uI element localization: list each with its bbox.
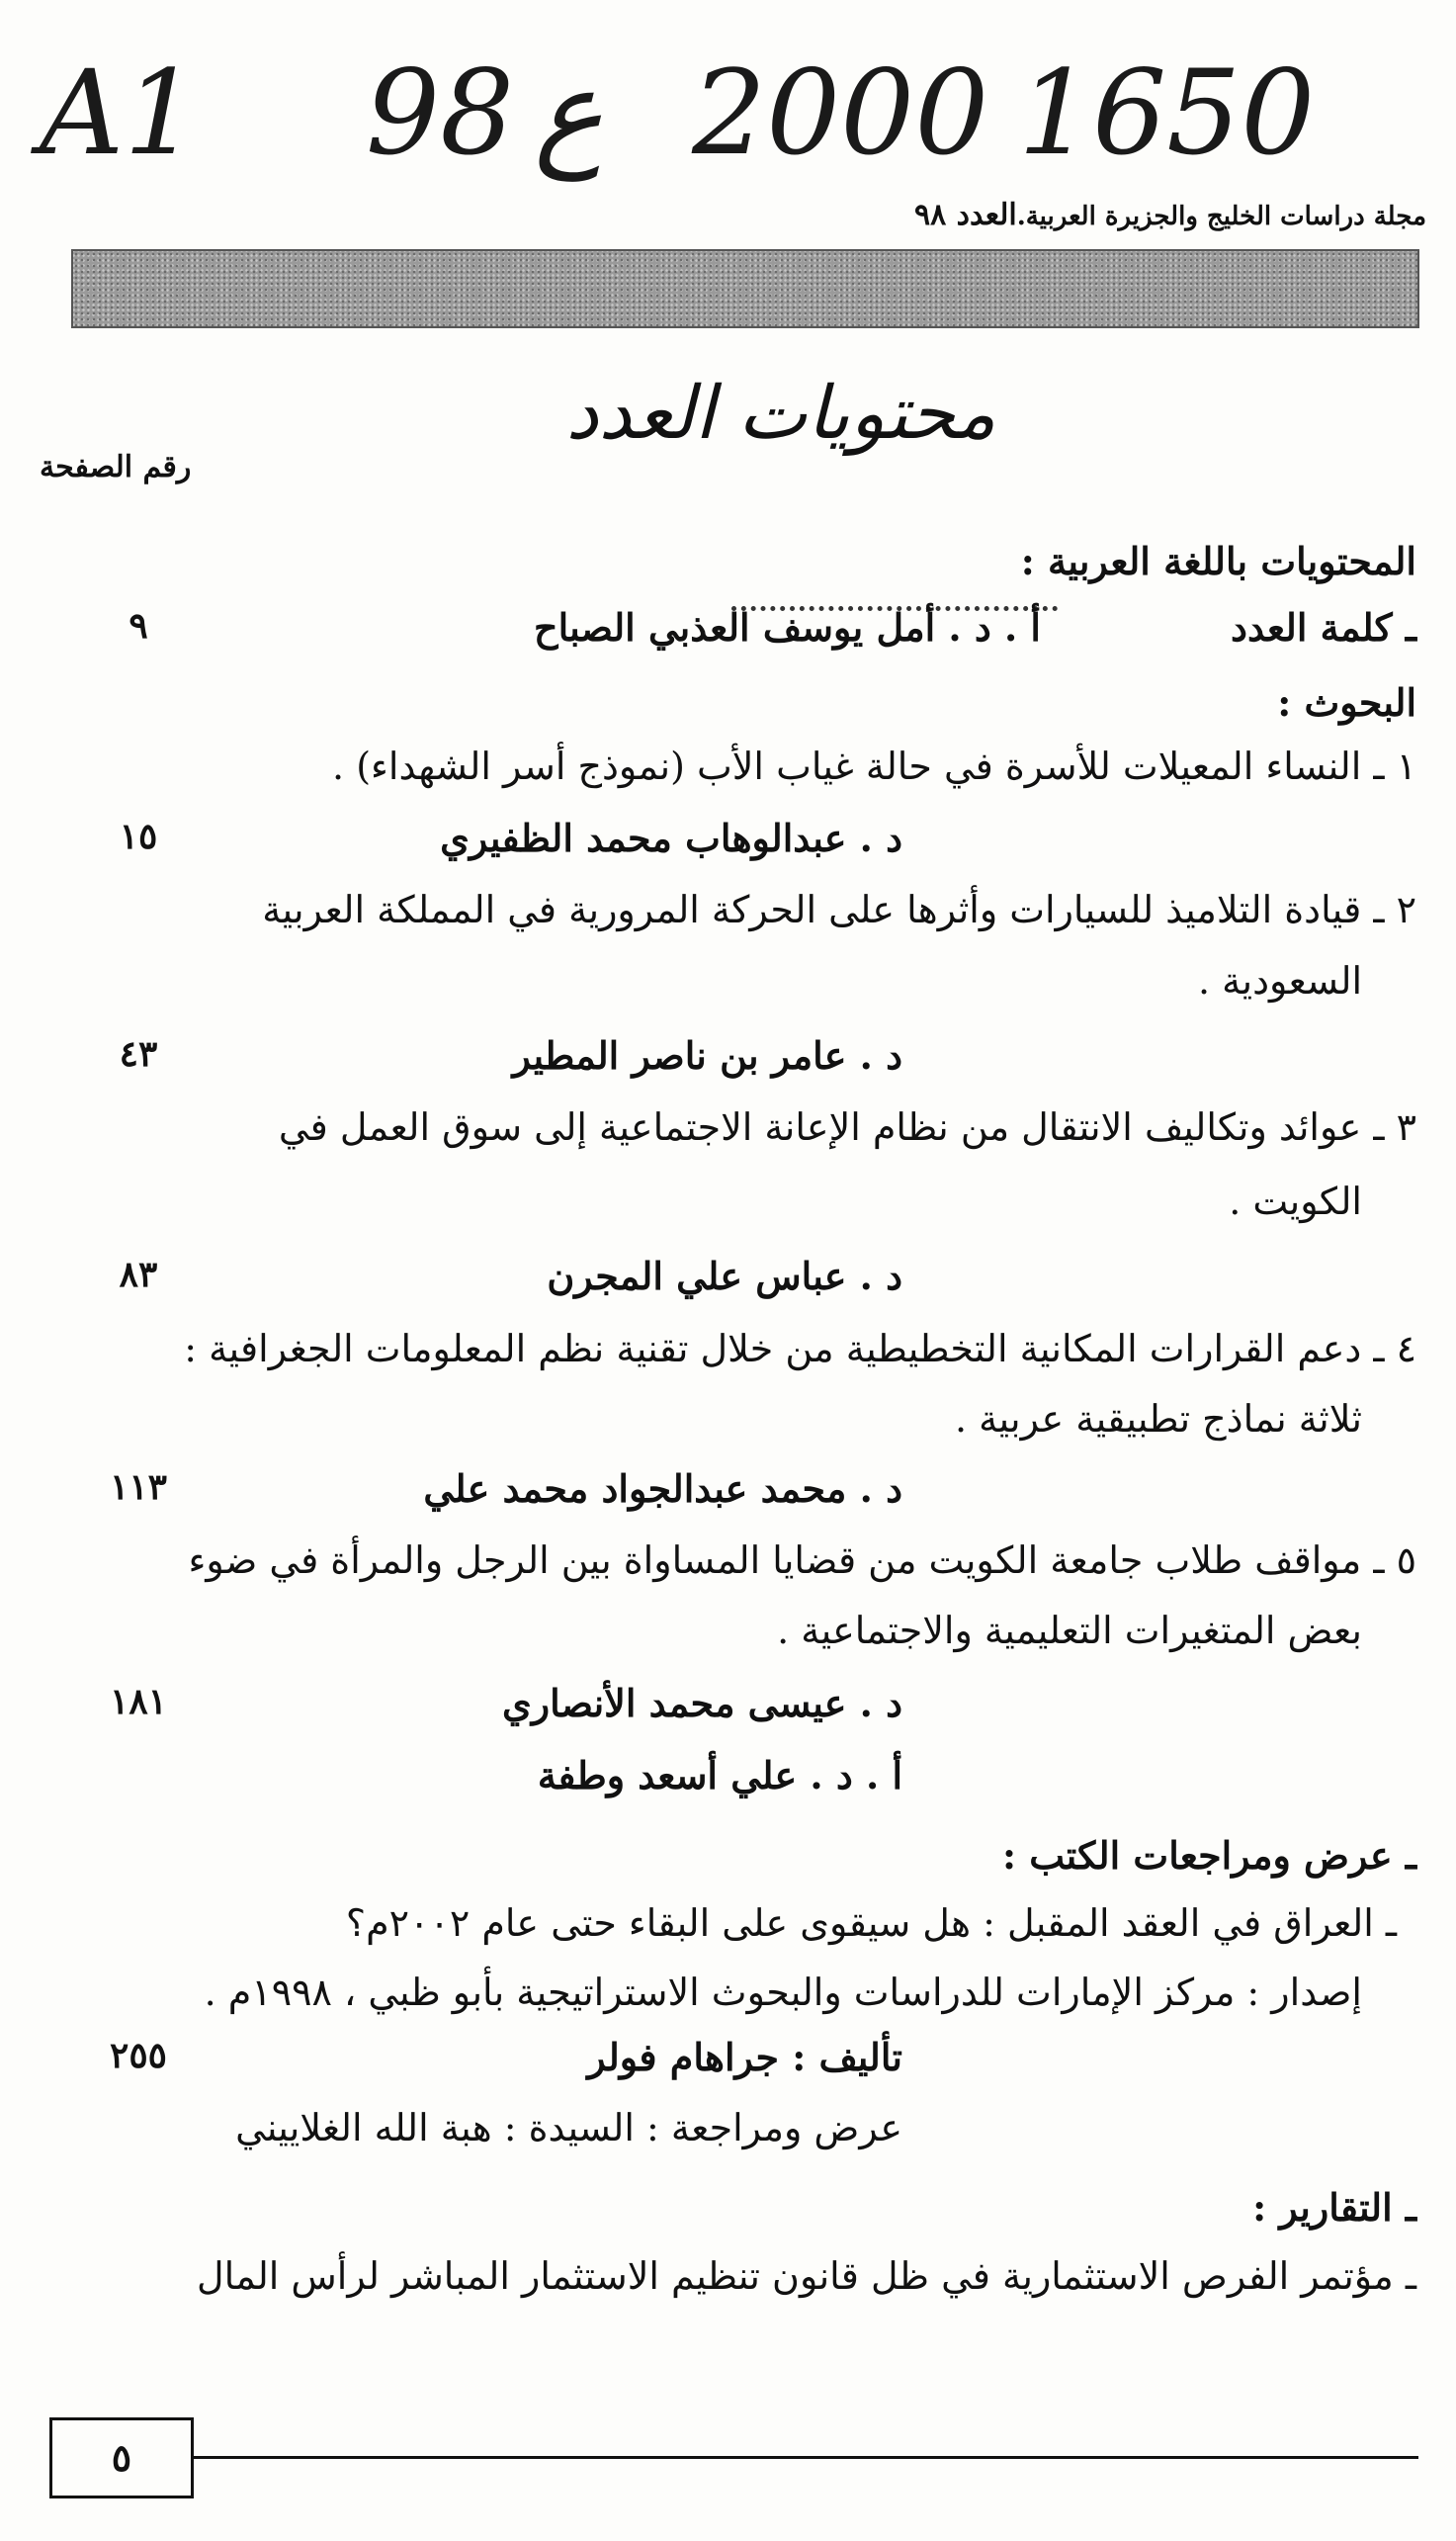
item4-title-line1: ٤ ـ دعم القرارات المكانية التخطيطية من خلال تقنية نظم المعلومات الجغرافية : — [184, 1327, 1416, 1370]
item2-page: ٤٣ — [119, 1033, 158, 1075]
issue-label: العدد ٩٨ — [913, 198, 1017, 232]
item5-page: ١٨١ — [109, 1681, 167, 1722]
item5-title-line2: بعض المتغيرات التعليمية والاجتماعية . — [777, 1609, 1362, 1652]
footer-rule — [193, 2456, 1418, 2459]
item2-author: د . عامر بن ناصر المطير — [512, 1033, 902, 1078]
handwritten-number: 1650 — [1018, 44, 1316, 181]
handwritten-code: A1 — [40, 44, 199, 181]
handwritten-letter: ع — [534, 44, 604, 181]
page-title: محتويات العدد — [565, 371, 996, 456]
reports-heading: ـ التقارير : — [1252, 2185, 1416, 2230]
journal-name: مجلة دراسات الخليج والجزيرة العربية. — [1016, 202, 1426, 231]
item5-author2: أ . د . علي أسعد وطفة — [537, 1753, 902, 1797]
editorial-page: ٩ — [128, 605, 148, 647]
header-bar — [71, 249, 1419, 328]
item2-title-line2: السعودية . — [1197, 959, 1362, 1003]
arabic-contents-heading: المحتويات باللغة العربية : — [1020, 539, 1416, 583]
item4-author: د . محمد عبدالجواد محمد علي — [423, 1466, 902, 1511]
research-heading: البحوث : — [1277, 680, 1416, 725]
book-publisher: إصدار : مركز الإمارات للدراسات والبحوث الاستراتيجية بأبو ظبي ، ١٩٩٨م . — [204, 1971, 1362, 2014]
books-heading: ـ عرض ومراجعات الكتب : — [1002, 1833, 1416, 1878]
item3-title-line1: ٣ ـ عوائد وتكاليف الانتقال من نظام الإعانة الاجتماعية إلى سوق العمل في — [278, 1105, 1416, 1149]
page-number: ٥ — [49, 2417, 194, 2498]
book-title: ـ العراق في العقد المقبل : هل سيقوى على البقاء حتى عام ٢٠٠٢م؟ — [345, 1901, 1397, 1945]
report-item: ـ مؤتمر الفرص الاستثمارية في ظل قانون تنظيم الاستثمار المباشر لرأس المال — [197, 2254, 1416, 2298]
item1-title: ١ ـ النساء المعيلات للأسرة في حالة غياب الأب (نموذج أسر الشهداء) . — [332, 745, 1416, 788]
item4-page: ١١٣ — [109, 1466, 167, 1508]
editorial-author: أ . د . أمل يوسف العذبي الصباح — [534, 605, 1041, 650]
handwritten-issue: 98 — [366, 44, 515, 181]
item1-author: د . عبدالوهاب محمد الظفيري — [440, 816, 902, 860]
item3-page: ٨٣ — [119, 1254, 158, 1295]
journal-header — [734, 198, 1426, 232]
book-author: تأليف : جراهام فولر — [587, 2035, 902, 2079]
item5-title-line1: ٥ ـ مواقف طلاب جامعة الكويت من قضايا المساواة بين الرجل والمرأة في ضوء — [188, 1538, 1416, 1582]
item4-title-line2: ثلاثة نماذج تطبيقية عربية . — [955, 1397, 1362, 1441]
handwritten-year: 2000 — [692, 44, 989, 181]
item5-author1: د . عيسى محمد الأنصاري — [501, 1681, 902, 1725]
item3-author: د . عباس علي المجرن — [547, 1254, 902, 1298]
item1-page: ١٥ — [119, 816, 158, 857]
book-page: ٢٥٥ — [109, 2035, 167, 2076]
page-column-label: رقم الصفحة — [40, 450, 192, 484]
book-reviewer: عرض ومراجعة : السيدة : هبة الله الغلاييني — [235, 2106, 902, 2149]
item3-title-line2: الكويت . — [1229, 1180, 1362, 1223]
item2-title-line1: ٢ ـ قيادة التلاميذ للسيارات وأثرها على الحركة المرورية في المملكة العربية — [262, 888, 1416, 931]
editorial-label: ـ كلمة العدد — [1231, 605, 1416, 650]
